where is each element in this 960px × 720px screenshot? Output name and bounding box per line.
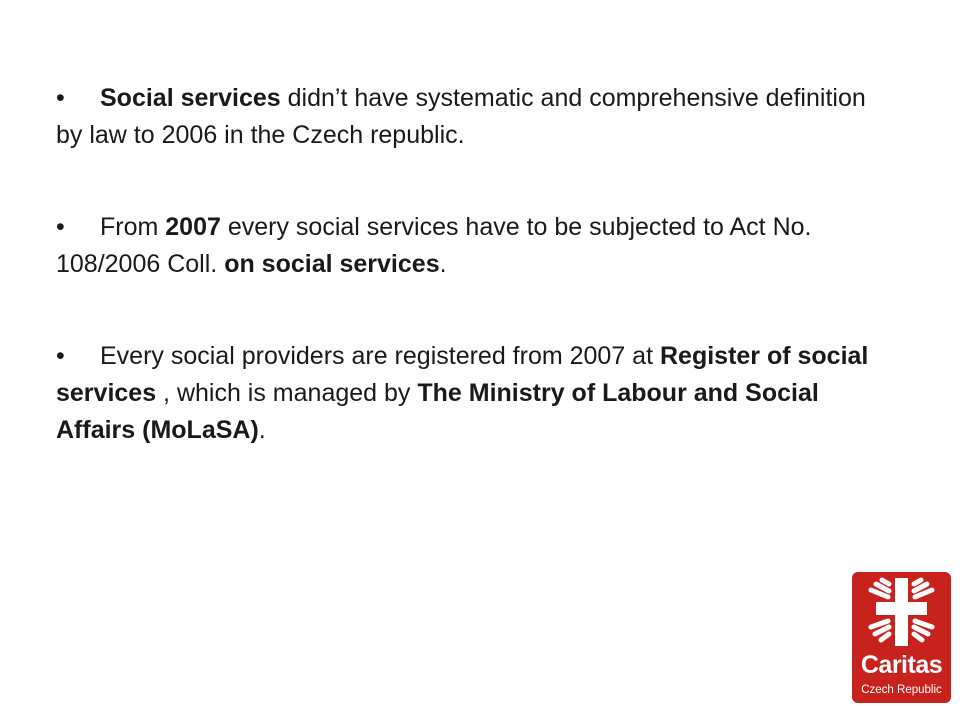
bullet-text: Every social providers are registered from 2007 at [100,342,660,370]
bullet-text: , which is managed by [156,379,418,407]
bullet-text-bold: The Ministry of Labour and Social Affairs (MoLaSA) [56,379,819,444]
bullet-act-108-2006 [56,209,896,283]
caritas-logo [852,572,951,703]
bullet-text: every social services have to be subjected to Act No. 108/2006 Coll. [56,213,812,278]
bullet-text-bold: Social services [100,84,281,112]
bullet-text-bold: on social services [224,250,440,278]
bullet-marker: • [56,84,65,112]
caritas-cross-icon [852,572,951,652]
bullet-social-services-definition [56,80,896,154]
bullet-marker: • [56,342,65,370]
logo-subtitle: Czech Republic [861,684,942,696]
bullet-text: . [439,250,447,278]
bullet-text: From [100,213,166,241]
bullet-register-of-social-services [56,338,896,449]
bullet-marker: • [56,213,65,241]
logo-name: Caritas [860,651,943,679]
bullet-text: . [258,416,266,444]
bullet-text-bold: 2007 [165,213,221,241]
bullet-text: didn’t have systematic and comprehensive definition by law to 2006 in the Czech republic. [56,84,866,149]
bullet-text-bold: Register of social services [56,342,869,407]
